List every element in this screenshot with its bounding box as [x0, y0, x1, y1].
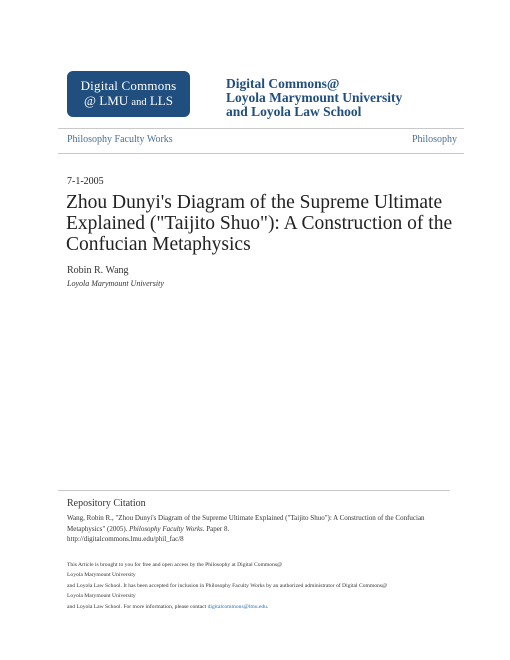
philosophy-link[interactable]: Philosophy	[411, 134, 457, 145]
notice-period: .	[266, 603, 269, 610]
citation-main-text: Wang, Robin R., "Zhou Dunyi's Diagram of the Supreme Ultimate Explained ("Taijito Shuo"): A Construction of the Confucian Metaphysics" (2005).	[67, 514, 425, 533]
repository-citation-heading: Repository Citation	[67, 498, 146, 509]
author-name: Robin R. Wang	[67, 265, 129, 276]
notice-line-3: and Loyola Law School. It has been accepted for inclusion in Philosophy Faculty Works by an authorized administrator of Digital Commons@	[67, 582, 388, 589]
logo-line-1: Digital Commons	[80, 78, 177, 93]
notice-contact-text: and Loyola Law School. For more information, please contact	[67, 603, 208, 610]
citation-series: Philosophy Faculty Works	[129, 524, 203, 533]
contact-email-link[interactable]: digitalcommons@lmu.edu	[207, 603, 267, 610]
nav-divider	[58, 153, 464, 154]
header-divider	[58, 128, 464, 129]
notice-line-5	[67, 602, 447, 612]
philosophy-faculty-works-link[interactable]: Philosophy Faculty Works	[67, 134, 173, 145]
logo-lmu-text: @ LMU	[84, 93, 129, 108]
access-notice	[67, 560, 447, 612]
notice-line-2: Loyola Marymount University	[67, 572, 136, 579]
citation-paper: . Paper 8.	[202, 524, 230, 533]
article-title: Zhou Dunyi's Diagram of the Supreme Ultimate Explained ("Taijito Shuo"): A Construction of the Confucian Metaphysics	[66, 192, 453, 255]
citation-url[interactable]: http://digitalcommons.lmu.edu/phil_fac/8	[67, 535, 184, 543]
author-affiliation: Loyola Marymount University	[67, 279, 164, 288]
repository-name-line-3: and Loyola Law School	[226, 104, 362, 119]
logo-line-2	[84, 93, 173, 110]
citation-divider	[58, 490, 450, 491]
publication-date: 7-1-2005	[67, 176, 104, 187]
repository-citation-text	[67, 513, 439, 545]
repository-name-line-1: Digital Commons@	[226, 76, 340, 91]
notice-line-4: Loyola Marymount University	[67, 593, 136, 600]
digital-commons-logo[interactable]	[67, 71, 190, 117]
logo-and-text: and	[131, 97, 147, 108]
repository-name-link[interactable]	[226, 77, 402, 119]
notice-line-1: This Article is brought to you for free and open access by the Philosophy at Digital Commons@	[67, 562, 283, 568]
repository-name-line-2: Loyola Marymount University	[226, 90, 403, 105]
logo-lls-text: LLS	[149, 93, 173, 108]
